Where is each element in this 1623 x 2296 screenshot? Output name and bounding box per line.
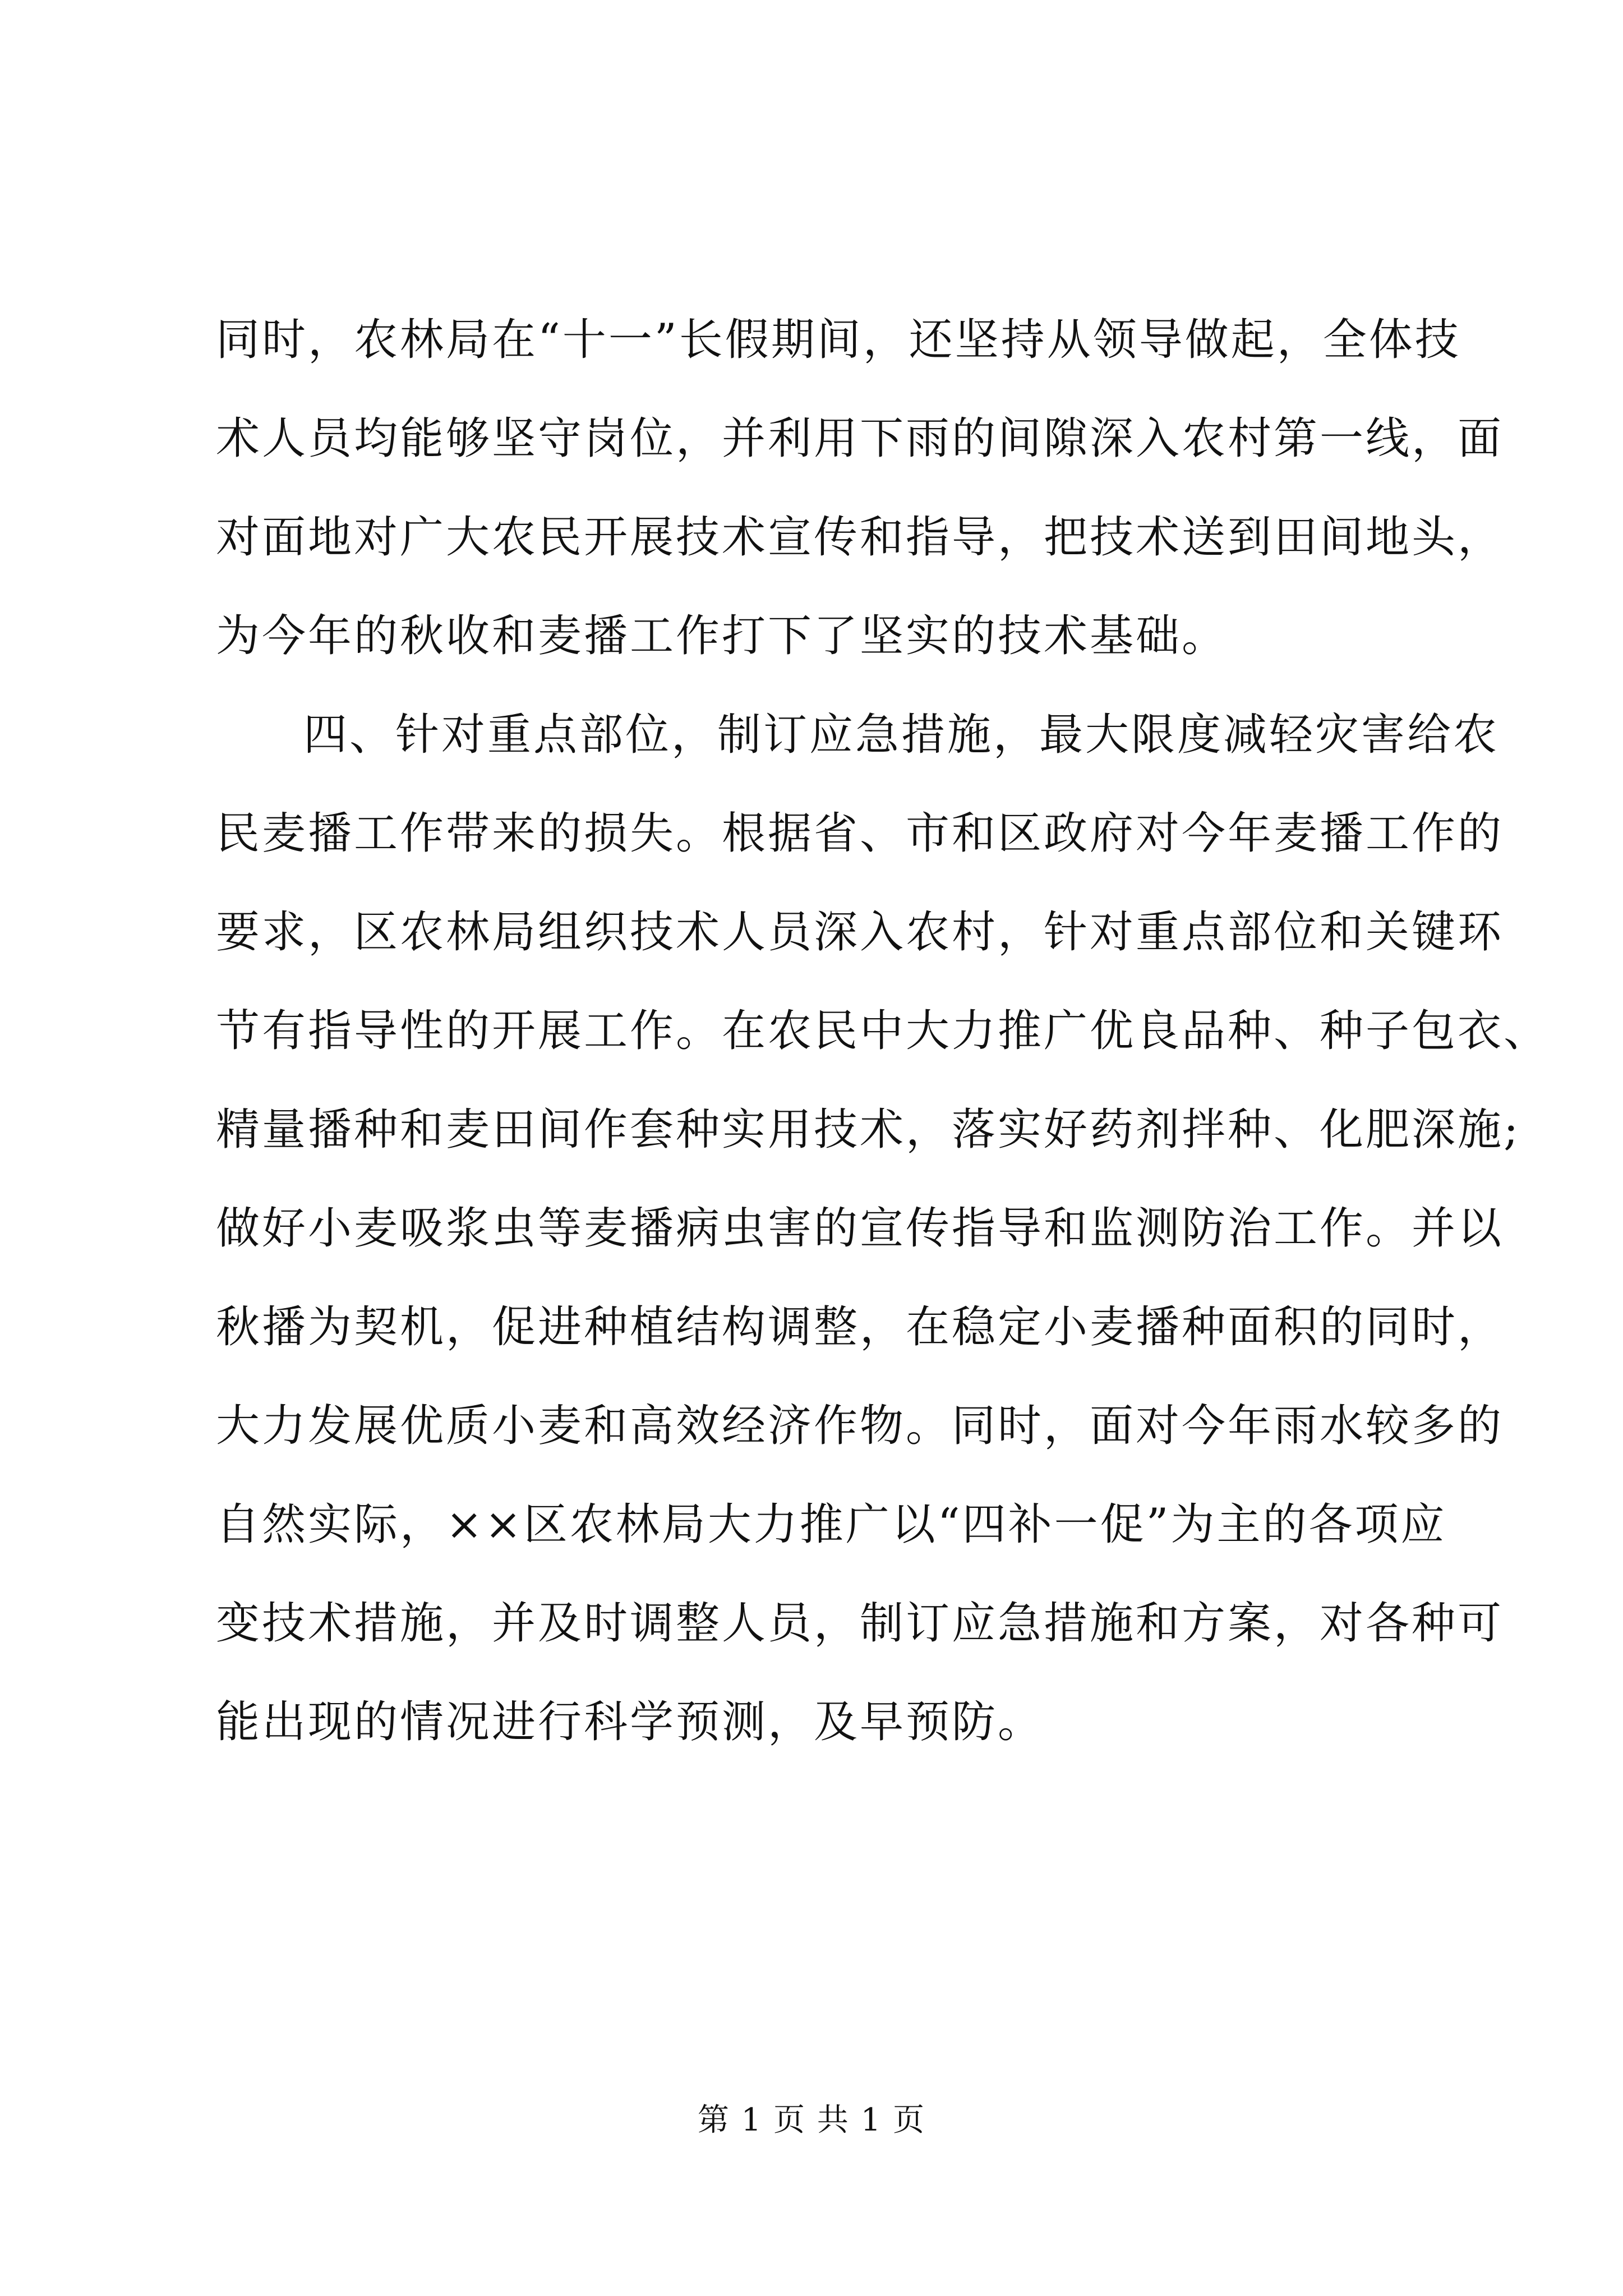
text-line: 要求，区农林局组织技术人员深入农村，针对重点部位和关键环 <box>216 907 1504 958</box>
text-line: 做好小麦吸浆虫等麦播病虫害的宣传指导和监测防治工作。并以 <box>216 1203 1504 1254</box>
text-line: 秋播为契机，促进种植结构调整，在稳定小麦播种面积的同时， <box>216 1302 1504 1352</box>
text-line: 大力发展优质小麦和高效经济作物。同时，面对今年雨水较多的 <box>216 1401 1504 1451</box>
paragraph-2 <box>216 685 1550 1772</box>
page-number-footer: 第 1 页 共 1 页 <box>697 2102 926 2138</box>
text-line: 节有指导性的开展工作。在农民中大力推广优良品种、种子包衣、 <box>216 1006 1550 1056</box>
text-line: 为今年的秋收和麦播工作打下了坚实的技术基础。 <box>216 611 1228 661</box>
text-line: 民麦播工作带来的损失。根据省、市和区政府对今年麦播工作的 <box>216 808 1504 859</box>
document-body <box>216 291 1550 1772</box>
text-line: 变技术措施，并及时调整人员，制订应急措施和方案，对各种可 <box>216 1598 1504 1649</box>
text-line: 自然实际，××区农林局大力推广以“四补一促”为主的各项应 <box>216 1499 1447 1550</box>
text-line: 术人员均能够坚守岗位，并利用下雨的间隙深入农村第一线，面 <box>216 413 1504 464</box>
text-line: 能出现的情况进行科学预测，及早预防。 <box>216 1697 1044 1747</box>
text-line: 精量播种和麦田间作套种实用技术，落实好药剂拌种、化肥深施; <box>216 1105 1521 1155</box>
text-line: 同时，农林局在“十一”长假期间，还坚持从领导做起，全体技 <box>216 315 1461 365</box>
paragraph-1 <box>216 291 1504 685</box>
text-line: 四、针对重点部位，制订应急措施，最大限度减轻灾害给农 <box>303 710 1500 760</box>
text-line: 对面地对广大农民开展技术宣传和指导，把技术送到田间地头， <box>216 512 1504 563</box>
